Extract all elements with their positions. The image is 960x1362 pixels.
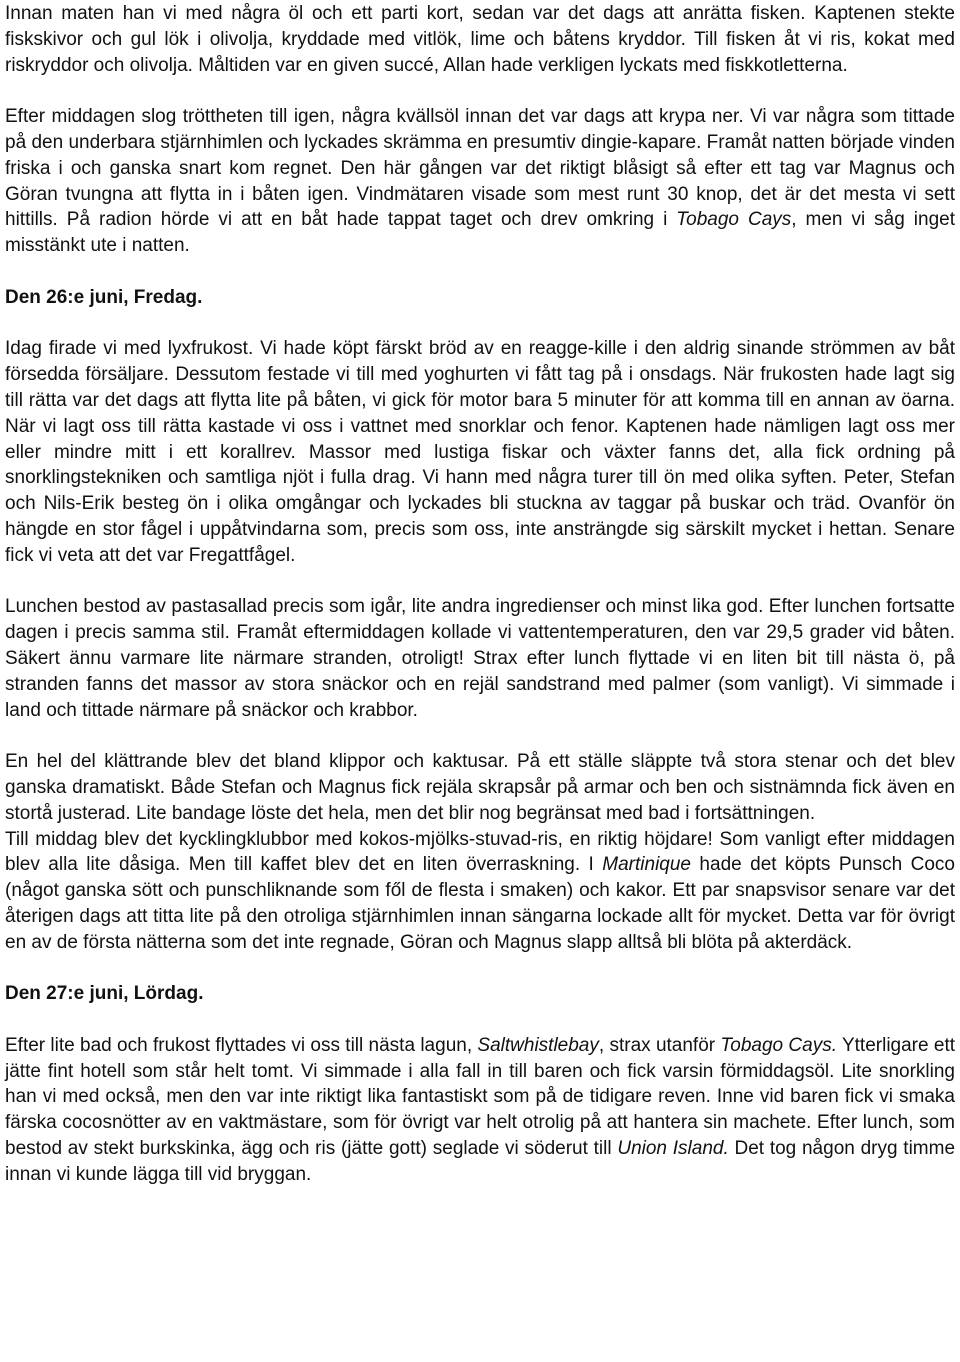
- paragraph-text: Efter lite bad och frukost flyttades vi oss till nästa lagun,: [5, 1034, 478, 1056]
- date-heading-june-27: Den 27:e juni, Lördag.: [5, 983, 204, 1005]
- paragraph-text: , men vi såg inget misstänkt ute i natten.: [5, 209, 955, 257]
- place-name: Tobago Cays: [676, 209, 792, 231]
- paragraph-text: Till middag blev det kycklingklubbor med kokos-mjölks-stuvad-ris, en riktig höjdare! Som vanligt efter middagen blev alla lite dåsiga. Men till kaffet blev det en liten överraskning. I: [5, 828, 955, 876]
- paragraph-saltwhistlebay: [5, 1033, 955, 1188]
- paragraph-text: Ytterligare ett jätte fint hotell som står helt tomt. Vi simmade i alla fall in till baren och fick varsin förmiddagsöl. Lite snorkling han vi med också, men den var inte riktigt lika fantastiskt som på de tidigare reven. Inne vid baren fick vi smaka färska cocosnötter av en vaktmästare, som för övrigt var helt otrolig på att hantera sin machete. Efter lunch, som bestod av stekt burkskinka, ägg och ris (jätte gott) seglade vi söderut till: [5, 1034, 955, 1160]
- paragraph-evening-wind: [5, 104, 955, 259]
- paragraph-text: hade det köpts Punsch Coco (något ganska sött och punschliknande som fől de flesta i smaken) och kakor. Ett par snapsvisor senare var det återigen dags att titta lite på den otroliga stjärnhimlen innan sängarna lockade allt för mycket. Detta var för övrigt en av de första nätterna som det inte regnade, Göran och Magnus slapp alltså bli blöta på akterdäck.: [5, 854, 956, 953]
- place-name: Saltwhistlebay: [477, 1034, 599, 1056]
- paragraph-text: , strax utanför: [598, 1034, 721, 1056]
- paragraph-dinner-punsch: [5, 827, 955, 956]
- date-heading-june-26: Den 26:e juni, Fredag.: [5, 286, 203, 308]
- paragraph-text: Efter middagen slog tröttheten till igen, några kvällsöl innan det var dags att krypa ner. Vi var några som tittade på den underbara stjärnhimlen och lyckades skrämma en presumtiv dingie-kapare. Framåt natten började vinden friska i och ganska snart kom regnet. Den här gången var det riktigt blåsigt så efter ett tag var Magnus och Göran tvungna att flytta in i båten igen. Vindmätaren visade som mest runt 30 knop, det är det mesta vi sett hittills. På radion hörde vi att en båt hade tappat taget och drev omkring i: [5, 106, 955, 231]
- paragraph-lunch: Lunchen bestod av pastasallad precis som igår, lite andra ingredienser och minst lika god. Efter lunchen fortsatte dagen i precis samma stil. Framåt eftermiddagen kollade vi vattentemperaturen, den var 29,5 grader vid båten. Säkert ännu varmare lite närmare stranden, otroligt! Strax efter lunch flyttade vi en liten bit till nästa ö, på stranden fanns det massor av stora snäckor och en rejäl sandstrand med palmer (som vanligt). Vi simmade i land och tittade närmare på snäckor och krabbor.: [5, 596, 955, 721]
- document-page: [5, 1, 955, 1188]
- place-name: Martinique: [602, 854, 691, 876]
- paragraph-text: Det tog någon dryg timme innan vi kunde lägga till vid bryggan.: [5, 1138, 956, 1185]
- paragraph-climbing: En hel del klättrande blev det bland klippor och kaktusar. På ett ställe släppte två stora stenar och det blev ganska dramatiskt. Både Stefan och Magnus fick rejäla skrapsår på armar och ben och sistnämnda fick även en stortå justerad. Lite bandage löste det hela, men det blir nog begränsat med bad i fortsättningen.: [5, 751, 955, 824]
- paragraph-fish-dinner: Innan maten han vi med några öl och ett parti kort, sedan var det dags att anrätta fisken. Kaptenen stekte fiskskivor och gul lök i olivolja, kryddade med vitlök, lime och båtens kryddor. Till fisken åt vi ris, kokat med riskryddor och olivolja. Måltiden var en given succé, Allan hade verkligen lyckats med fiskkotletterna.: [5, 3, 955, 76]
- place-name: Union Island.: [617, 1138, 729, 1160]
- place-name: Tobago Cays.: [720, 1034, 837, 1056]
- paragraph-breakfast-snorkel: Idag firade vi med lyxfrukost. Vi hade köpt färskt bröd av en reagge-kille i den aldrig sinande strömmen av båt försedda försäljare. Dessutom festade vi till med yoghurten vi fått tag på i onsdags. När frukosten hade lagt sig till rätta var det dags att flytta lite på båten, vi gick för motor bara 5 minuter för att komma till en annan av öarna. När vi lagt oss till rätta kastade vi oss i vattnet med snorklar och fenor. Kaptenen hade nämligen lagt oss mer eller mindre mitt i ett korallrev. Massor med lustiga fiskar och växter fanns det, alla fick ordning på snorklingstekniken och samtliga njöt i fulla drag. Vi hann med några turer till ön med olika syften. Peter, Stefan och Nils-Erik besteg ön i olika omgångar och lyckades bli stuckna av taggar på buskar och träd. Ovanför ön hängde en stor fågel i uppåtvindarna som, precis som oss, inte ansträngde sig särskilt mycket i hettan. Senare fick vi veta att det var Fregattfågel.: [5, 338, 955, 566]
